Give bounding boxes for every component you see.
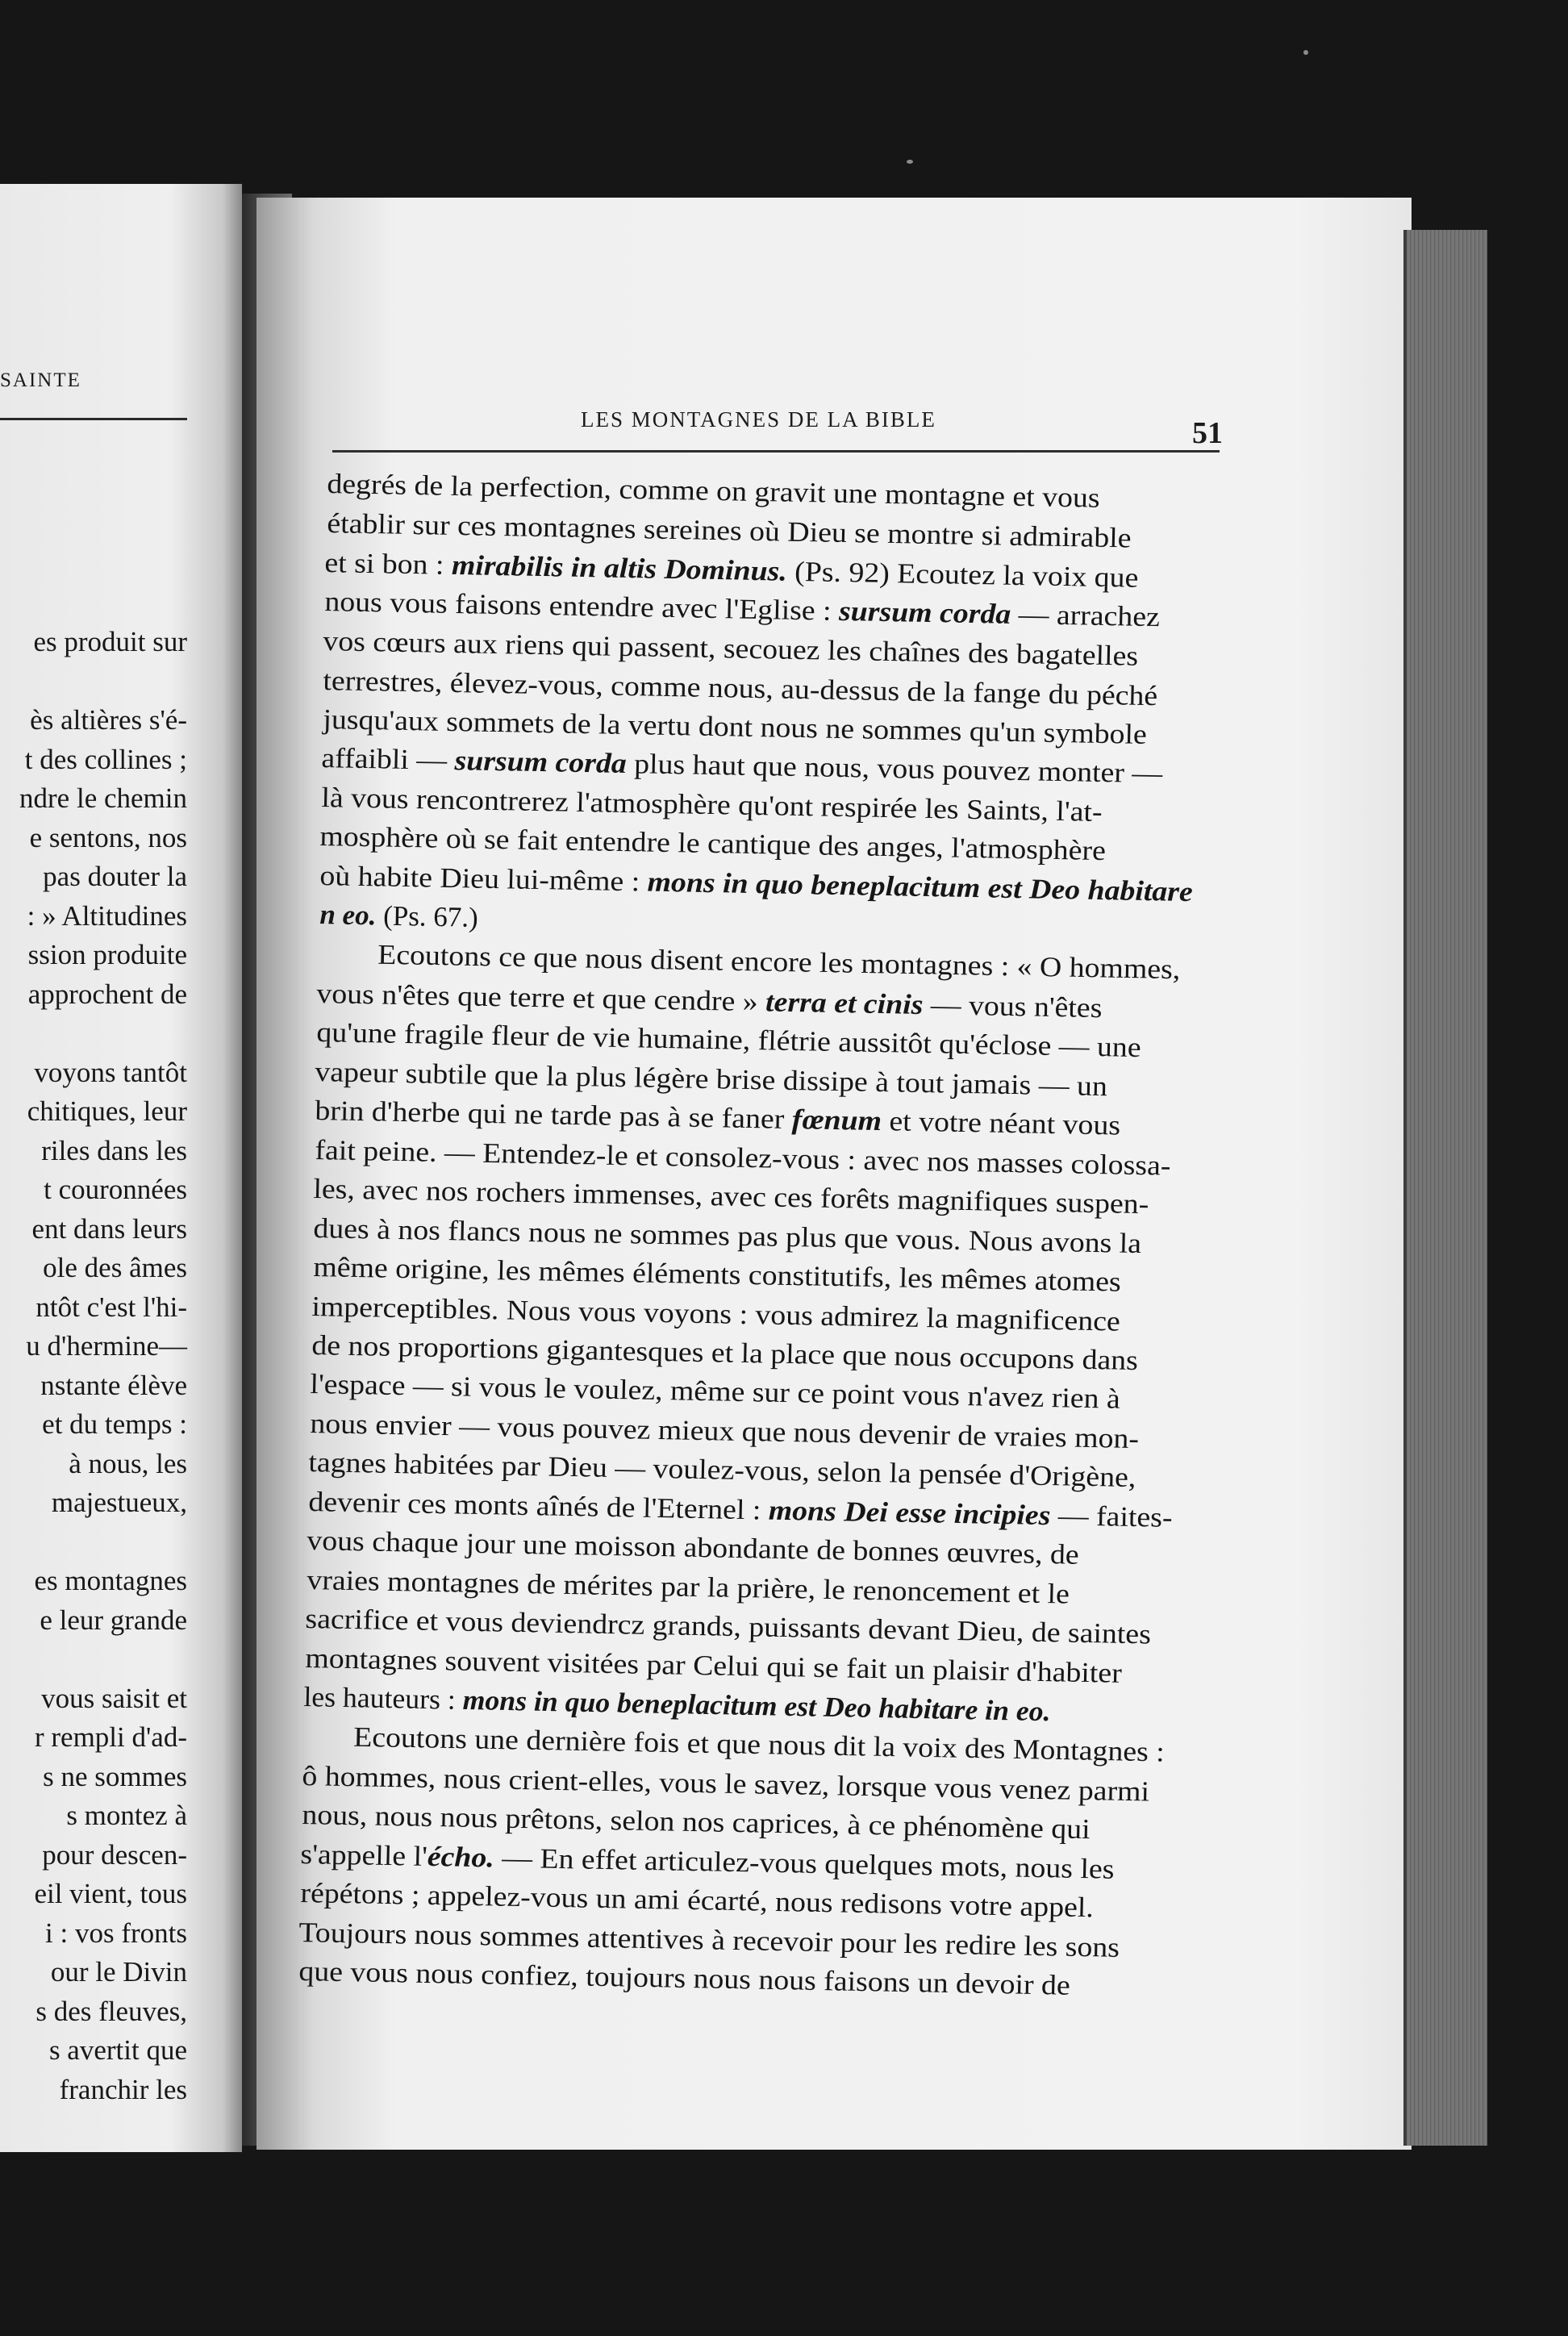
text-run: montagnes souvent visitées par Celui qui se fait un plaisir d'habiter	[305, 1642, 1123, 1689]
text-run: — En effet articulez-vous quelques mots, nous les	[494, 1842, 1115, 1885]
text-run: vous chaque jour une moisson abondante de bonnes œuvres, de	[307, 1525, 1080, 1571]
left-page	[0, 184, 242, 2152]
text-run: terrestres, élevez-vous, comme nous, au-dessus de la fange du péché	[323, 665, 1158, 712]
text-run: dues à nos flancs nous ne sommes pas plus que vous. Nous avons la	[313, 1212, 1142, 1260]
left-text-line: u d'hermine—	[26, 1330, 187, 1362]
left-text-line: et du temps :	[42, 1408, 187, 1440]
text-run: Ecoutons une dernière fois et que nous dit la voix des Montagnes :	[323, 1721, 1166, 1768]
text-line	[319, 897, 478, 936]
left-text-line: nstante élève	[40, 1369, 187, 1401]
text-run: sacrifice et vous deviendrcz grands, puissants devant Dieu, de saintes	[305, 1603, 1152, 1650]
page-number: 51	[1192, 416, 1223, 450]
text-run: mosphère où se fait entendre le cantique des anges, l'atmosphère	[319, 820, 1107, 867]
latin-quote: écho.	[427, 1840, 495, 1874]
text-run: devenir ces monts aînés de l'Eternel :	[308, 1486, 769, 1526]
left-text-line: pas douter la	[43, 861, 187, 892]
latin-quote: n eo.	[319, 899, 377, 932]
left-text-line: eil vient, tous	[34, 1878, 187, 1909]
text-run: établir sur ces montagnes sereines où Dieu se montre si admirable	[327, 507, 1132, 554]
latin-quote: mons in quo beneplacitum est Deo habitare in eo.	[462, 1683, 1051, 1728]
latin-quote: terra et cinis	[765, 986, 924, 1020]
left-text-line: s des fleuves,	[35, 1995, 187, 2027]
left-text-line: es produit sur	[33, 626, 187, 657]
left-header-rule	[0, 418, 187, 420]
text-run: les hauteurs :	[303, 1681, 464, 1716]
text-run: affaibli —	[321, 742, 456, 777]
left-text-line: approchent de	[27, 978, 187, 1010]
left-text-line: t des collines ;	[24, 743, 187, 775]
text-run: fait peine. — Entendez-le et consolez-vous : avec nos masses colossa-	[315, 1134, 1171, 1182]
left-text-line: pour descen-	[42, 1838, 187, 1871]
left-text-line: ole des âmes	[43, 1252, 187, 1283]
running-head: LES MONTAGNES DE LA BIBLE	[581, 407, 936, 432]
text-run: même origine, les mêmes éléments constitutifs, les mêmes atomes	[313, 1251, 1122, 1298]
left-text-line: s avertit que	[48, 2034, 187, 2066]
left-text-line: vous saisit et	[41, 1682, 187, 1714]
left-text-line: à nous, les	[69, 1447, 187, 1479]
text-run: qu'une fragile fleur de vie humaine, flétrie aussitôt qu'éclose — une	[316, 1016, 1142, 1063]
left-text-line: i : vos fronts	[45, 1917, 187, 1949]
text-run: vos cœurs aux riens qui passent, secouez les chaînes des bagatelles	[323, 625, 1139, 672]
text-run: brin d'herbe qui ne tarde pas à se faner	[315, 1095, 793, 1135]
text-run: et votre néant vous	[881, 1105, 1121, 1141]
text-run: plus haut que nous, vous pouvez monter —	[626, 748, 1163, 790]
left-text-line: ndre le chemin	[19, 782, 187, 814]
latin-quote: mons Dei esse incipies	[768, 1494, 1051, 1532]
dust-speck	[907, 160, 913, 164]
left-text-line: chitiques, leur	[27, 1095, 187, 1127]
left-text-line: s montez à	[66, 1800, 187, 1831]
text-run: s'appelle l'	[300, 1838, 428, 1872]
left-text-line: es montagnes	[34, 1565, 187, 1596]
text-run: — vous n'êtes	[922, 988, 1103, 1024]
text-run: de nos proportions gigantesques et la place que nous occupons dans	[311, 1329, 1139, 1377]
text-run: les, avec nos rochers immenses, avec ces forêts magnifiques suspen-	[313, 1173, 1149, 1220]
page-edges	[1403, 230, 1487, 2146]
text-run: (Ps. 92) Ecoutez la voix que	[786, 555, 1139, 594]
left-text-line: voyons tantôt	[34, 1056, 187, 1088]
text-run: que vous nous confiez, toujours nous nous faisons un devoir de	[298, 1955, 1071, 2001]
text-run: et si bon :	[324, 547, 452, 581]
text-run: — faites-	[1049, 1500, 1173, 1533]
text-run: là vous rencontrerez l'atmosphère qu'ont respirée les Saints, l'at-	[321, 782, 1103, 828]
left-text-line: majestueux,	[51, 1487, 187, 1518]
left-text-line: riles dans les	[41, 1134, 187, 1166]
text-run: vous n'êtes que terre et que cendre »	[316, 978, 766, 1018]
left-text-line: t couronnées	[44, 1174, 187, 1205]
latin-quote: sursum corda	[838, 594, 1011, 630]
text-run: où habite Dieu lui-même :	[319, 860, 648, 898]
text-run: Toujours nous sommes attentives à recevoir pour les redire les sons	[298, 1917, 1120, 1963]
left-text-line: franchir les	[59, 2073, 187, 2105]
text-run: répétons ; appelez-vous un ami écarté, nous redisons votre appel.	[300, 1877, 1095, 1924]
latin-quote: fœnum	[791, 1103, 882, 1137]
text-run: nous, nous nous prêtons, selon nos caprices, à ce phénomène qui	[302, 1799, 1091, 1846]
text-run: l'espace — si vous le voulez, même sur ce point vous n'avez rien à	[310, 1368, 1121, 1415]
latin-quote: mons in quo beneplacitum est Deo habitare	[647, 866, 1194, 908]
left-text-line: ès altières s'é-	[30, 704, 187, 736]
latin-quote: sursum corda	[454, 745, 628, 780]
left-text-line: our le Divin	[50, 1956, 187, 1988]
text-run: vapeur subtile que la plus légère brise dissipe à tout jamais — un	[315, 1056, 1108, 1103]
left-text-line: ntôt c'est l'hi-	[35, 1291, 187, 1323]
text-run: nous vous faisons entendre avec l'Eglise :	[324, 586, 840, 627]
header-rule	[332, 450, 1220, 453]
text-run: — arrachez	[1010, 598, 1161, 633]
text-run: jusqu'aux sommets de la vertu dont nous ne sommes qu'un symbole	[323, 703, 1148, 750]
text-run: (Ps. 67.)	[376, 899, 479, 933]
left-running-head: SAINTE	[0, 369, 81, 391]
left-text-line: e sentons, nos	[29, 821, 187, 853]
left-text-line: : » Altitudines	[27, 899, 187, 932]
text-run: imperceptibles. Nous vous voyons : vous admirez la magnificence	[311, 1291, 1121, 1337]
text-run: vraies montagnes de mérites par la prière, le renoncement et le	[307, 1564, 1070, 1610]
text-run: Ecoutons ce que nous disent encore les montagnes : « O hommes,	[347, 938, 1181, 986]
dust-speck	[1303, 50, 1308, 55]
left-text-line: ent dans leurs	[31, 1212, 187, 1245]
latin-quote: mirabilis in altis Dominus.	[451, 549, 788, 587]
text-run: degrés de la perfection, comme on gravit une montagne et vous	[327, 468, 1101, 514]
text-run: ô hommes, nous crient-elles, vous le savez, lorsque vous venez parmi	[302, 1760, 1150, 1808]
left-text-line: r rempli d'ad-	[34, 1721, 187, 1753]
left-text-line: ssion produite	[27, 939, 187, 970]
text-run: nous envier — vous pouvez mieux que nous devenir de vraies mon-	[310, 1408, 1140, 1455]
left-text-line: s ne sommes	[43, 1760, 187, 1792]
left-text-line: e leur grande	[40, 1604, 187, 1636]
text-run: tagnes habitées par Dieu — voulez-vous, selon la pensée d'Origène,	[308, 1446, 1136, 1494]
